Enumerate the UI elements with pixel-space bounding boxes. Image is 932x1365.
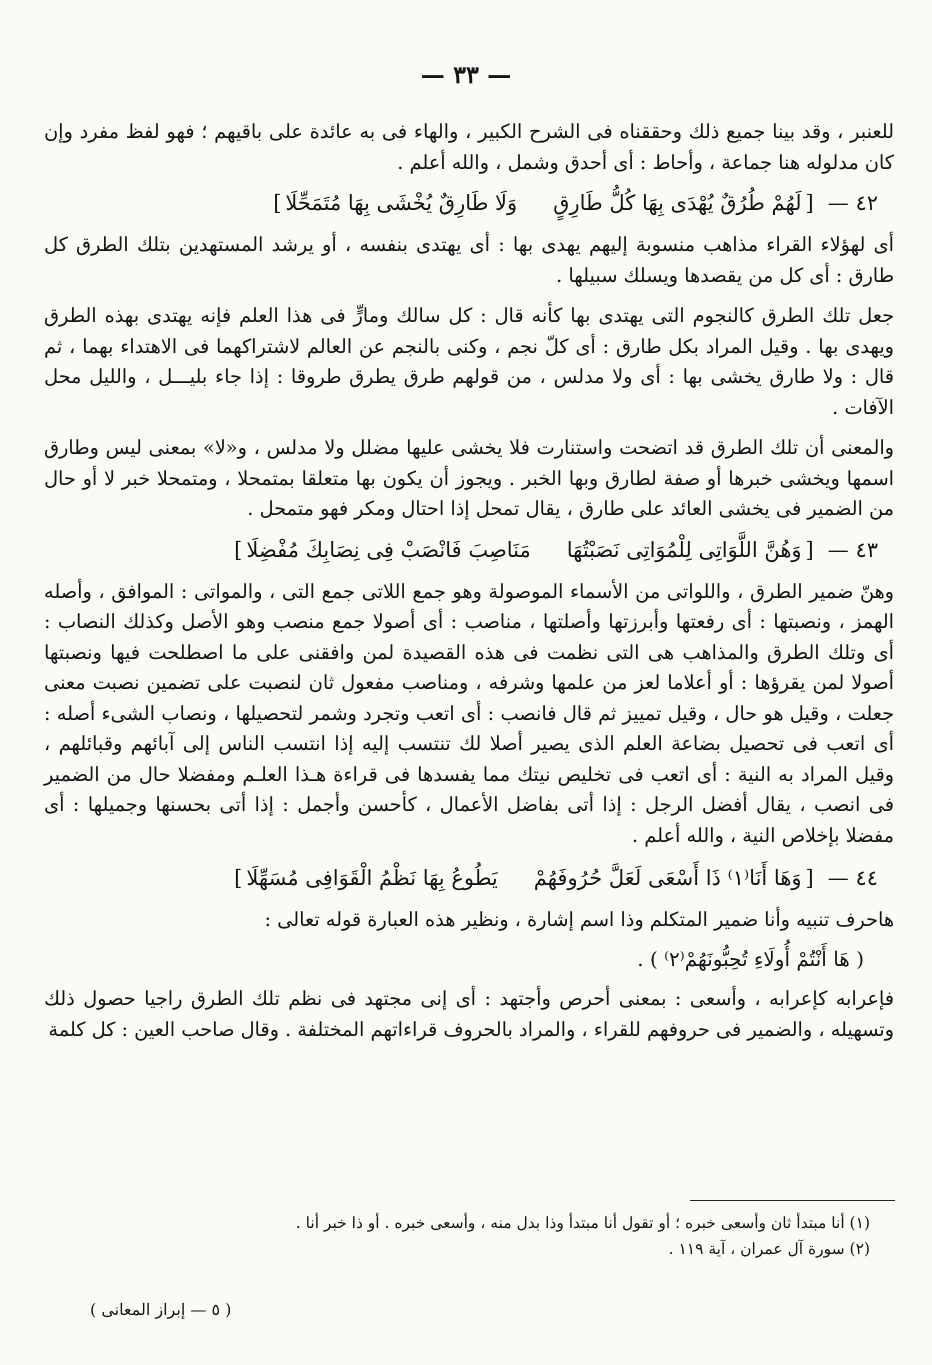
paragraph-2: أى لهؤلاء القراء مذاهب منسوبة إليهم يهدى بها : أى يهتدى بنفسه ، أو يرشد المستهدين بتلك الطرق كل طارق : أى كل من يقصدها ويسلك سبيلها . xyxy=(44,233,894,287)
paragraph-4: والمعنى أن تلك الطرق قد اتضحت واستنارت فلا يخشى عليها مضلل ولا مدلس ، و«لا» بمعنى ليس وطارق اسمها ويخشى خبرها أو صفة لطارق وبها الخبر . ويجوز أن يكون بها متعلقا بمتمحلا ، ومتمحلا خبر لا أو حال من الضمير فى يخشى العائد على طارق ، يقال تمحل إذا احتال ومكر فهو متمحل . xyxy=(44,436,894,520)
bracket-close: ] xyxy=(234,537,243,562)
paragraph-5: وهنّ ضمير الطرق ، واللواتى من الأسماء الموصولة وهو جمع اللاتى جمع التى ، والمواتى : الموافق ، وأصله الهمز ، ونصبتها : أى رفعتها وأبرزتها وأصلتها ، مناصب : أى أصولا جمع منصب وهو الأصل وكذلك النصاب : أى وتلك الطرق والمذاهب هى التى نظمت فى هذه القصيدة لمن وافقنى على ما اصطلحت فيها ونصبتها أصولا لمن يقرؤها : أو أعلاما لعز من علمها وشرفه ، ومناصب مفعول ثان لنصبت على تضمين نصبت معنى جعلت ، وقيل هو حال ، وقيل تمييز ثم قال فانصب : أى اتعب وتجرد وشمر لتحصيلها ، ونصاب الشىء أصله : أى اتعب فى تحصيل بضاعة العلم الذى يصير أصلا لك تنتسب إليه إذا انتسب الناس إلى آبائهم وقبائلهم ، وقيل المراد به النية : أى اتعب فى تخليص نيتك مما يفسدها فى قراءة هـذا العلـم ومفضلا حال من الضمير فى انصب ، يقال أفضل الرجل : إذا أتى بفاضل الأعمال ، كأحسن وأجمل : إذا أتى بحسنها وجميلها : أى مفضلا بإخلاص النية ، والله أعلم . xyxy=(44,579,894,847)
footnote-divider xyxy=(690,1200,895,1201)
verse-hemistich-first: وَهُنَّ اللَّوَاتِى لِلْمُوَاتِى نَصَبْتُهَا xyxy=(566,537,802,562)
verse-number: ٤٢ — xyxy=(827,191,878,215)
bracket-open: [ xyxy=(805,191,814,215)
footnotes xyxy=(44,1210,870,1262)
verse-hemistich-second: يَطُوعُ بِهَا نَظْمُ الْقَوَافِى مُسَهِّلَا xyxy=(246,866,498,890)
verse-number: ٤٣ — xyxy=(827,537,878,562)
verse-hemistich-first: لَهُمْ طُرُقٌ يُهْدَى بِهَا كُلُّ طَارِقٍ xyxy=(553,191,802,215)
verse-43 xyxy=(44,533,894,567)
bracket-close: ] xyxy=(273,191,282,215)
paragraph-3: جعل تلك الطرق كالنجوم التى يهتدى بها كأنه قال : كل سالك ومارٍّ فى هذا العلم فإنه يهتدى بهذه الطرق ويهدى بها . وقيل المراد بكل طارق : أى كلّ نجم ، وكنى بالنجم عن العالم لاشتراكهما فى الاهتداء بهما ، ثم قال : ولا طارق يخشى بها : أى ولا مدلس ، من قولهم طرق يطرق طروقا : إذا جاء بليـــل ، والليل محل الآفات . xyxy=(44,304,894,419)
verse-44 xyxy=(44,861,894,895)
paragraph-1: للعنبر ، وقد بينا جميع ذلك وحققناه فى الشرح الكبير ، والهاء فى به عائدة على باقيهم ؛ فهو لفظ مفرد وإن كان مدلوله هنا جماعة ، وأحاط : أى أحدق وشمل ، والله أعلم . xyxy=(44,120,894,174)
verse-number: ٤٤ — xyxy=(827,866,878,890)
verse-hemistich-first: وَهَا أَنَا⁽١⁾ ذَا أَسْعَى لَعَلَّ حُرُوفَهُمْ xyxy=(533,866,802,890)
footnote-2: (٢) سورة آل عمران ، آية ١١٩ . xyxy=(668,1240,870,1258)
paragraph-7: فإعرابه كإعرابه ، وأسعى : بمعنى أحرص وأجتهد : أى إنى مجتهد فى نظم تلك الطرق راجيا حصول ذلك وتسهيله ، والضمير فى حروفهم للقراء ، والمراد بالحروف قراءاتهم المختلفة . وقال صاحب العين : كل كلمة xyxy=(44,987,894,1041)
page-body xyxy=(44,117,894,1055)
quran-quote: ( هَا أَنْتُمْ أُولَاءِ تُحِبُّونَهُمْ⁽٢⁾ ) . xyxy=(637,946,864,971)
bracket-open: [ xyxy=(805,537,814,562)
signature-mark: ( ٥ — إبراز المعانى ) xyxy=(90,1300,232,1319)
page-number: — ٣٣ — xyxy=(420,60,512,89)
verse-hemistich-second: وَلَا طَارِقٌ يُخْشَى بِهَا مُتَمَحِّلَا xyxy=(285,191,518,215)
paragraph-6: هاحرف تنبيه وأنا ضمير المتكلم وذا اسم إشارة ، ونظير هذه العبارة قوله تعالى : xyxy=(264,908,894,931)
bracket-close: ] xyxy=(234,866,243,890)
verse-hemistich-second: مَنَاصِبَ فَانْصَبْ فِى نِصَابِكَ مُفْضِلَا xyxy=(246,537,531,562)
bracket-open: [ xyxy=(805,866,814,890)
footnote-1: (١) أنا مبتدأ ثان وأسعى خبره ؛ أو تقول أنا مبتدأ وذا بدل منه ، وأسعى خبره . أو ذا خبر أنا . xyxy=(295,1214,870,1232)
verse-42 xyxy=(44,186,894,220)
